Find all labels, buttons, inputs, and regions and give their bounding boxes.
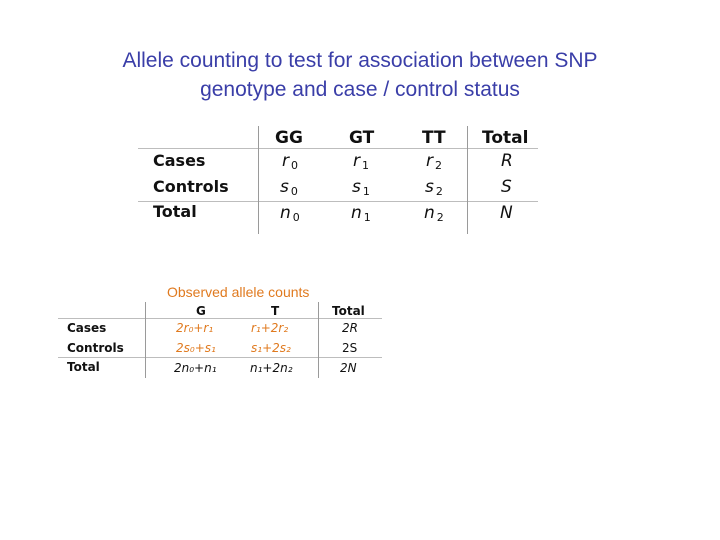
total-column-divider [467, 126, 468, 234]
total-column-divider [318, 302, 319, 378]
label-column-divider [145, 302, 146, 378]
header-gg: GG [275, 128, 303, 148]
cell-s1: s $_1$ [352, 177, 370, 198]
total-divider [138, 201, 538, 202]
cell-n0: n $_0$ [280, 203, 300, 224]
cell-s0: s $_0$ [280, 177, 298, 198]
allele-table-caption: Observed allele counts [167, 284, 310, 300]
header-tt: TT [422, 128, 446, 148]
row-label-cases: Cases [67, 321, 107, 335]
row-label-cases: Cases [153, 151, 206, 170]
title-line-2: genotype and case / control status [200, 78, 520, 101]
header-total: Total [332, 304, 365, 318]
cell-controls-total: 2S [342, 341, 358, 355]
row-label-controls: Controls [67, 341, 124, 355]
header-total: Total [482, 128, 529, 148]
cell-controls-g: 2s₀+s₁ [176, 341, 216, 355]
cell-n2: n $_2$ [424, 203, 444, 224]
row-label-total: Total [153, 202, 197, 221]
cell-cases-total: 2R [342, 321, 358, 335]
page-title [0, 46, 720, 104]
cell-R: R [501, 151, 513, 171]
cell-cases-t: r₁+2r₂ [251, 321, 289, 335]
cell-total-total: 2N [340, 361, 357, 375]
row-label-total: Total [67, 360, 100, 374]
label-column-divider [258, 126, 259, 234]
cell-n1: n $_1$ [351, 203, 371, 224]
cell-S: S [501, 177, 512, 197]
header-divider [138, 148, 538, 149]
header-g: G [196, 304, 206, 318]
title-line-1: Allele counting to test for association between SNP [122, 49, 598, 72]
cell-s2: s $_2$ [425, 177, 443, 198]
header-t: T [271, 304, 280, 318]
cell-cases-g: 2r₀+r₁ [176, 321, 214, 335]
cell-r1: r $_1$ [353, 151, 369, 172]
total-divider [58, 357, 382, 358]
cell-total-g: 2n₀+n₁ [174, 361, 217, 375]
header-gt: GT [349, 128, 375, 148]
cell-r0: r $_0$ [282, 151, 298, 172]
cell-total-t: n₁+2n₂ [250, 361, 293, 375]
row-label-controls: Controls [153, 177, 229, 196]
cell-N: N [500, 203, 513, 223]
cell-r2: r $_2$ [426, 151, 442, 172]
cell-controls-t: s₁+2s₂ [251, 341, 291, 355]
header-divider [58, 318, 382, 319]
